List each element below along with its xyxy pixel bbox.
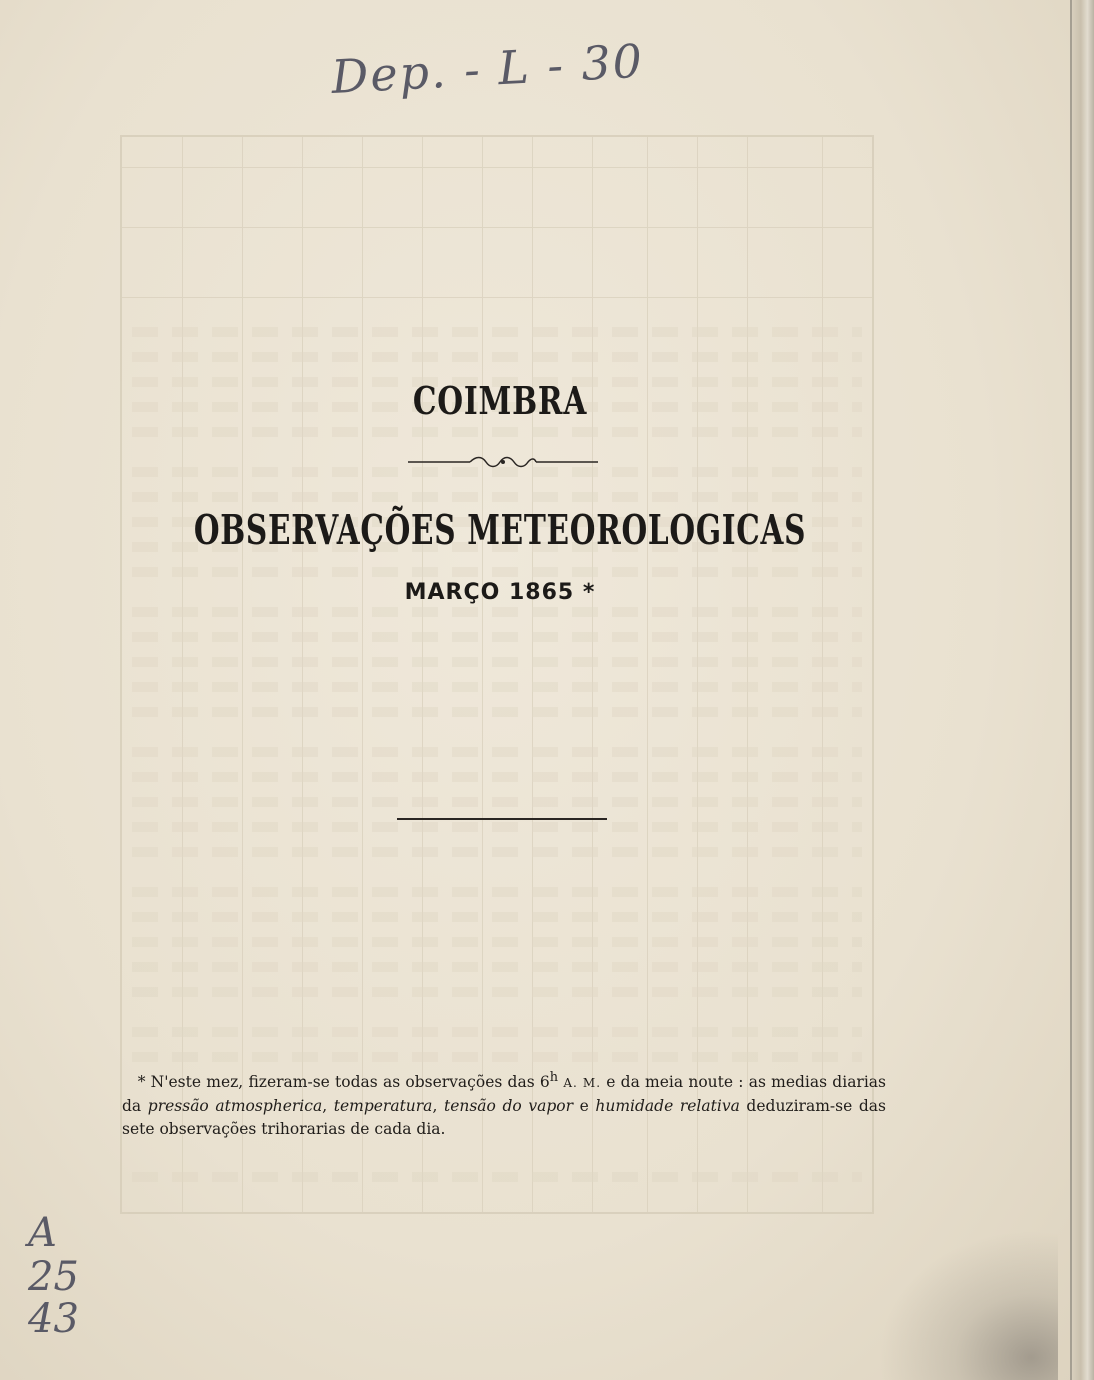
city-heading: COIMBRA [412,378,588,423]
footnote-separator-2: , [432,1097,444,1116]
horizontal-rule [397,818,607,820]
document-title: OBSERVAÇÕES METEOROLOGICAS [193,506,807,554]
footnote-term-vapor: tensão do vapor [443,1097,573,1116]
handwritten-shelfmark: Dep. - L - 30 [330,33,646,104]
page-edge [1072,0,1094,1380]
footnote-term-pressure: pressão atmospherica [147,1097,323,1116]
margin-note-line-2: 25 [28,1254,79,1300]
bleed-through-table [120,135,874,1214]
footnote [122,1066,886,1141]
footnote-am: A. M. [563,1076,602,1091]
footnote-text-1: N'este mez, fizeram-se todas as observações das 6 [150,1073,550,1092]
footnote-hour-superscript: h [549,1070,559,1085]
footnote-text-3: deduziram-se das sete observações trihorarias de cada dia. [122,1097,886,1139]
margin-note-line-3: 43 [28,1296,79,1342]
footnote-conjunction: e [573,1097,596,1116]
footnote-separator-1: , [322,1097,334,1116]
margin-note-line-1: A [28,1210,57,1256]
ornament-divider [408,452,598,472]
footnote-marker: * [137,1073,146,1092]
date-heading: MARÇO 1865 * [404,580,596,605]
footnote-text-2: e da meia noute : as medias diarias da [122,1073,886,1116]
footnote-term-temperature: temperatura [333,1097,433,1116]
page-smudge [878,1230,1058,1380]
footnote-term-humidity: humidade relativa [595,1097,740,1116]
